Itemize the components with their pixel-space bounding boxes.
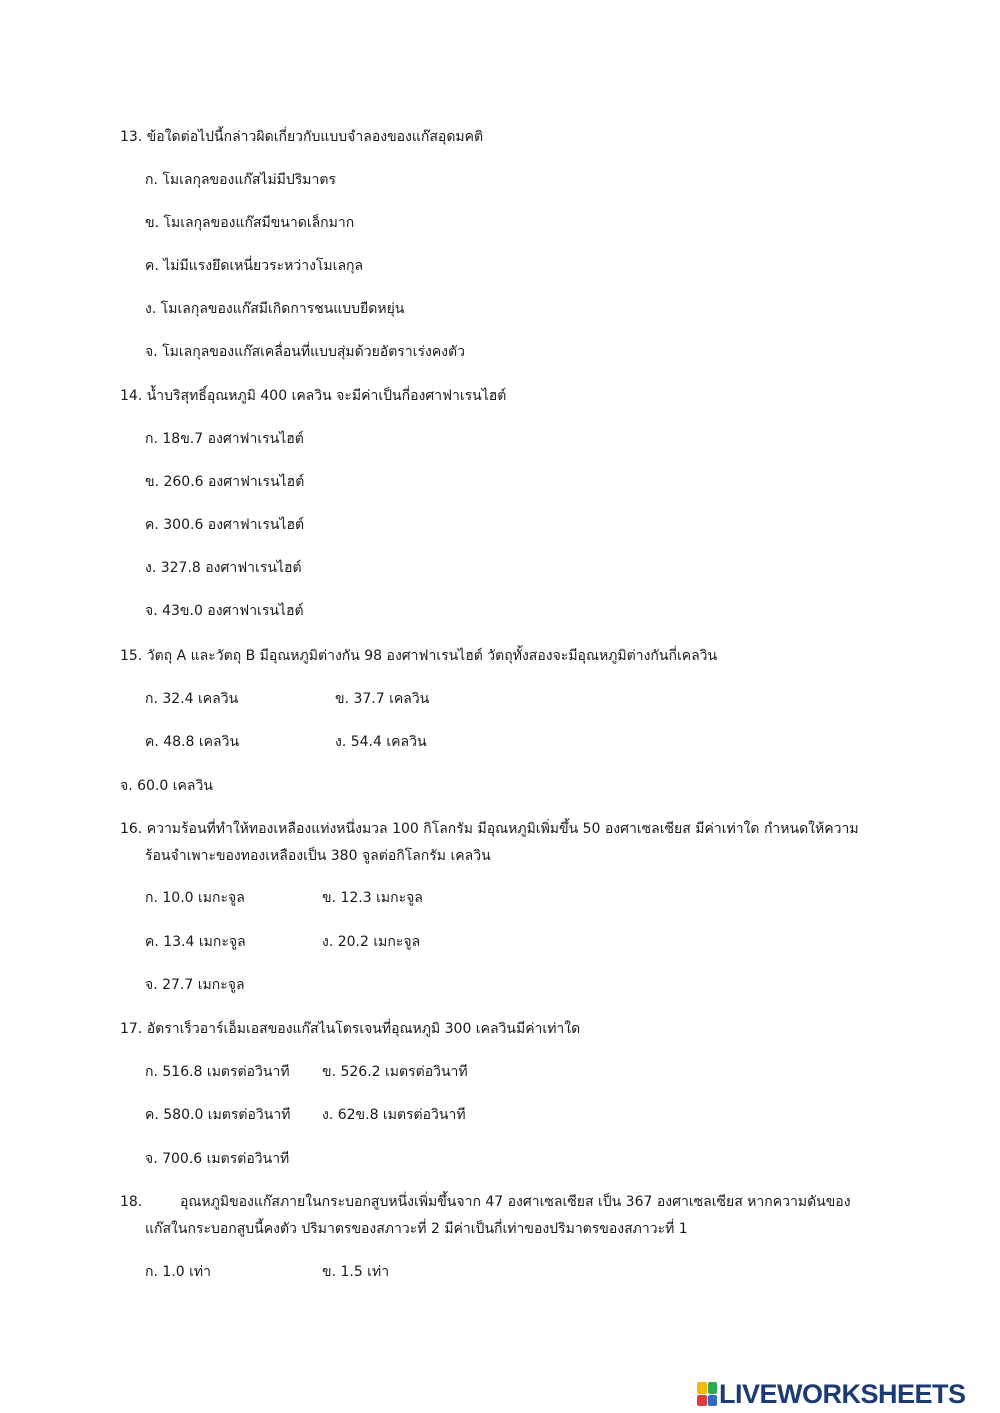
question-16-option-e: จ. 27.7 เมกะจูล [145, 977, 245, 993]
question-15-stem: 15. วัตถุ A และวัตถุ B มีอุณหภูมิต่างกัน 98 องศาฟาเรนไฮต์ วัตถุทั้งสองจะมีอุณหภูมิต่างกันกี่เคลวิน [120, 648, 718, 664]
question-17-option-c: ค. 580.0 เมตรต่อวินาที [145, 1107, 291, 1123]
logo-tile-1 [697, 1382, 707, 1394]
question-18-stem-line-1: อุณหภูมิของแก๊สภายในกระบอกสูบหนึ่งเพิ่มขึ้นจาก 47 องศาเซลเซียส เป็น 367 องศาเซลเซียส หากความดันของ [180, 1194, 851, 1210]
logo-tile-3 [697, 1395, 707, 1407]
question-16-option-b: ข. 12.3 เมกะจูล [322, 890, 423, 906]
question-14-stem: 14. น้ำบริสุทธิ์อุณหภูมิ 400 เคลวิน จะมีค่าเป็นกี่องศาฟาเรนไฮต์ [120, 388, 507, 404]
question-16-option-c: ค. 13.4 เมกะจูล [145, 934, 246, 950]
question-16-stem-line-2: ร้อนจำเพาะของทองเหลืองเป็น 380 จูลต่อกิโลกรัม เคลวิน [145, 848, 491, 864]
question-16-option-d: ง. 20.2 เมกะจูล [322, 934, 421, 950]
question-15-option-c: ค. 48.8 เคลวิน [145, 734, 240, 750]
question-15-option-e: จ. 60.0 เคลวิน [120, 778, 213, 794]
question-13-option-d: ง. โมเลกุลของแก๊สมีเกิดการชนแบบยืดหยุ่น [145, 301, 405, 317]
logo-tile-4 [708, 1395, 718, 1407]
question-13-option-b: ข. โมเลกุลของแก๊สมีขนาดเล็กมาก [145, 215, 355, 231]
question-17-stem: 17. อัตราเร็วอาร์เอ็มเอสของแก๊สไนโตรเจนที่อุณหภูมิ 300 เคลวินมีค่าเท่าใด [120, 1021, 581, 1037]
question-15-option-b: ข. 37.7 เคลวิน [335, 691, 430, 707]
question-18-option-b: ข. 1.5 เท่า [322, 1264, 390, 1280]
question-13-stem: 13. ข้อใดต่อไปนี้กล่าวผิดเกี่ยวกับแบบจำลองของแก๊สอุดมคติ [120, 129, 484, 145]
liveworksheets-logo-text: LIVEWORKSHEETS [719, 1378, 966, 1409]
question-13-option-c: ค. ไม่มีแรงยึดเหนี่ยวระหว่างโมเลกุล [145, 258, 364, 274]
liveworksheets-logo-mark [697, 1382, 717, 1406]
question-14-option-e: จ. 43ข.0 องศาฟาเรนไฮต์ [145, 603, 304, 619]
question-16-option-a: ก. 10.0 เมกะจูล [145, 890, 245, 906]
question-17-option-a: ก. 516.8 เมตรต่อวินาที [145, 1064, 290, 1080]
question-13-option-a: ก. โมเลกุลของแก๊สไม่มีปริมาตร [145, 172, 337, 188]
liveworksheets-logo [697, 1378, 997, 1410]
question-16-stem-line-1: 16. ความร้อนที่ทำให้ทองเหลืองแท่งหนึ่งมวล 100 กิโลกรัม มีอุณหภูมิเพิ่มขึ้น 50 องศาเซลเซียส มีค่าเท่าใด กำหนดให้ความ [120, 821, 859, 837]
question-13-option-e: จ. โมเลกุลของแก๊สเคลื่อนที่แบบสุ่มด้วยอัตราเร่งคงตัว [145, 344, 465, 360]
question-14-option-d: ง. 327.8 องศาฟาเรนไฮต์ [145, 560, 302, 576]
question-15-option-a: ก. 32.4 เคลวิน [145, 691, 239, 707]
question-14-option-c: ค. 300.6 องศาฟาเรนไฮต์ [145, 517, 305, 533]
question-18-option-a: ก. 1.0 เท่า [145, 1264, 211, 1280]
question-14-option-b: ข. 260.6 องศาฟาเรนไฮต์ [145, 474, 305, 490]
question-18-stem-line-2: แก๊สในกระบอกสูบนี้คงตัว ปริมาตรของสภาวะที่ 2 มีค่าเป็นกี่เท่าของปริมาตรของสภาวะที่ 1 [145, 1221, 688, 1237]
question-18-number: 18. [120, 1194, 143, 1210]
question-17-option-b: ข. 526.2 เมตรต่อวินาที [322, 1064, 468, 1080]
logo-tile-2 [708, 1382, 718, 1394]
question-17-option-e: จ. 700.6 เมตรต่อวินาที [145, 1151, 290, 1167]
question-17-option-d: ง. 62ข.8 เมตรต่อวินาที [322, 1107, 466, 1123]
question-15-option-d: ง. 54.4 เคลวิน [335, 734, 427, 750]
question-14-option-a: ก. 18ข.7 องศาฟาเรนไฮต์ [145, 431, 304, 447]
